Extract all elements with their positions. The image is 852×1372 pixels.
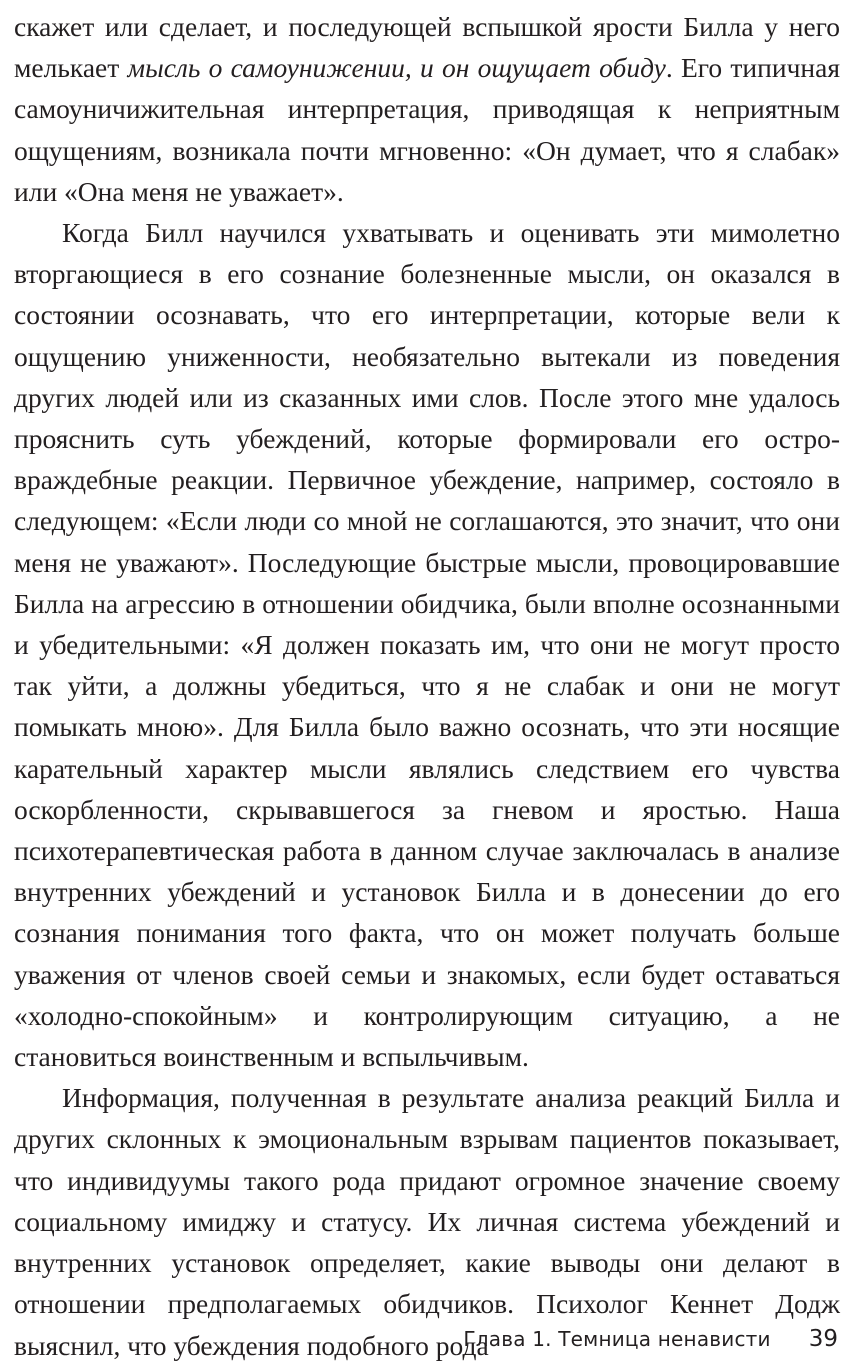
paragraph-1-text-end: . Его типичная самоуничижительная интерпретация, приводящая к неприятным ощущениям, возникала почти мгновенно: «Он думает, что я слабак» или «Она меня не уважает». xyxy=(14,52,840,207)
book-page xyxy=(14,0,840,1372)
running-head: Глава 1. Темница ненависти xyxy=(463,1327,771,1351)
paragraph-1-text-start: скажет или сделает, и последующей вспышкой ярости Билла у него мелькает xyxy=(14,11,840,84)
page-number: 39 xyxy=(808,1326,838,1352)
paragraph-1-italic-phrase: мысль о самоунижении, и он ощущает обиду xyxy=(127,52,666,84)
paragraph-2: Когда Билл научился ухватывать и оценивать эти мимолетно вторгающиеся в его сознание болезненные мысли, он оказался в состоянии осознавать, что его интерпретации, которые вели к ощущению униженности, необязательно вытекали из поведения других людей или из сказанных ими слов. После этого мне удалось прояснить суть убеждений, которые формировали его остро-враждебные реакции. Первичное убеждение, например, состояло в следующем: «Если люди со мной не соглашаются, это значит, что они меня не уважают». Последующие быстрые мысли, провоцировавшие Билла на агрессию в отношении обидчика, были вполне осознанными и убедительными: «Я должен показать им, что они не могут просто так уйти, а должны убедиться, что я не слабак и они не могут помыкать мною». Для Билла было важно осознать, что эти носящие карательный характер мысли являлись следствием его чувства оскорбленности, скрывавшегося за гневом и яростью. Наша психотерапевтическая работа в данном случае заключалась в анализе внутренних убеждений и установок Билла и в донесении до его сознания понимания того факта, что он может получать больше уважения от членов своей семьи и знакомых, если будет оставаться «холодно-спокойным» и контролирующим ситуацию, а не становиться воинственным и вспыльчивым. xyxy=(14,217,840,1073)
page-footer xyxy=(463,1326,838,1352)
paragraph-3: Информация, полученная в результате анализа реакций Билла и других склонных к эмоциональным взрывам пациентов показывает, что индивидуумы такого рода придают огромное значение своему социальному имиджу и статусу. Их личная система убеждений и внутренних установок определяет, какие выводы они делают в отношении предполагаемых обидчиков. Психолог Кеннет Додж выяснил, что убеждения подобного рода xyxy=(14,1082,840,1361)
paragraph-1 xyxy=(14,6,840,212)
body-text xyxy=(14,6,840,1366)
